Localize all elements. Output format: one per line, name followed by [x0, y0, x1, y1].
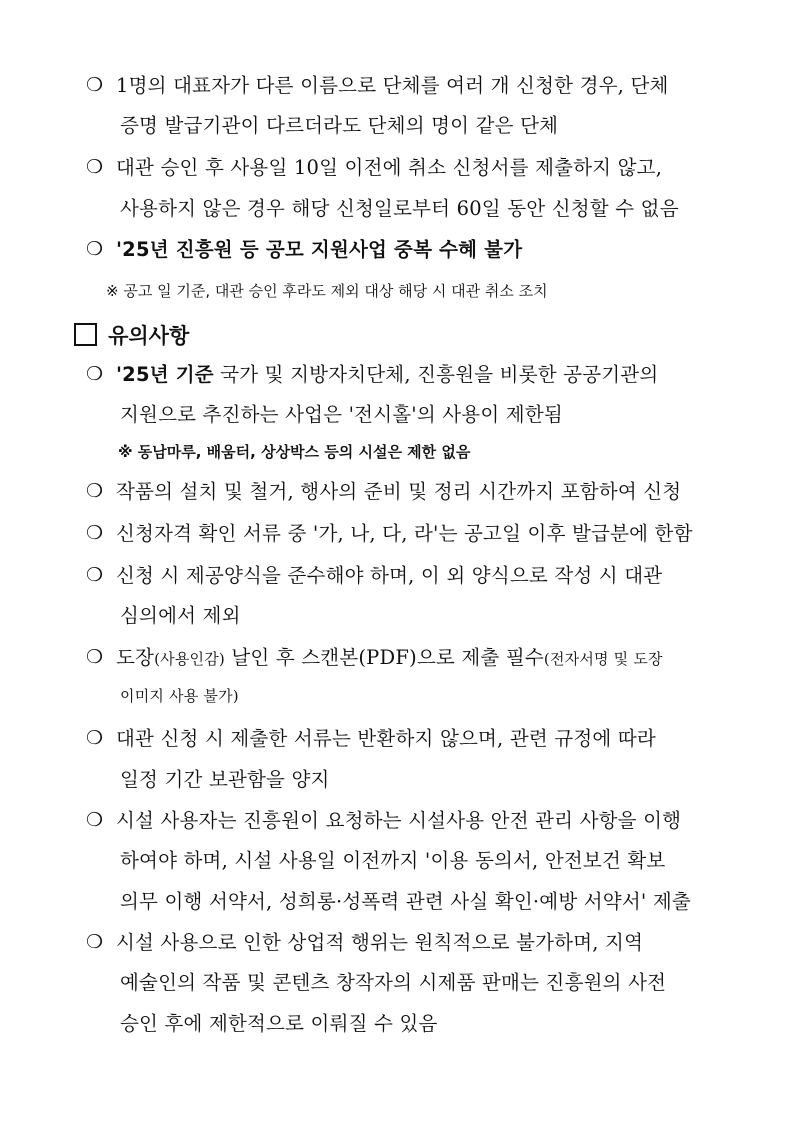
item-text-part: 날인 후 스캔본(PDF)으로 제출 필수: [224, 646, 544, 669]
item-text-line: 심의에서 제외: [120, 604, 241, 627]
circle-bullet-icon: ❍: [86, 363, 104, 385]
item-text-line: 일정 기간 보관함을 양지: [120, 768, 330, 791]
item-text-small: (전자서명 및 도장: [543, 650, 663, 668]
circle-bullet-icon: ❍: [86, 156, 104, 178]
item-text-line: 대관 승인 후 사용일 10일 이전에 취소 신청서를 제출하지 않고,: [116, 156, 663, 179]
checkbox-square-icon: [74, 323, 97, 346]
item-text-line: [116, 648, 663, 668]
circle-bullet-icon: ❍: [86, 74, 104, 96]
item-text-line: 신청 시 제공양식을 준수해야 하며, 이 외 양식으로 작성 시 대관: [116, 564, 663, 587]
item-text-line: 사용하지 않은 경우 해당 신청일로부터 60일 동안 신청할 수 없음: [120, 197, 679, 220]
item-text-line: 작품의 설치 및 철거, 행사의 준비 및 정리 시간까지 포함하여 신청: [116, 480, 682, 503]
circle-bullet-icon: ❍: [86, 931, 104, 953]
item-text-line: 1명의 대표자가 다른 이름으로 단체를 여러 개 신청한 경우, 단체: [116, 74, 669, 97]
circle-bullet-icon: ❍: [86, 809, 104, 831]
item-text-part: 도장: [116, 646, 155, 669]
item-text-line: 승인 후에 제한적으로 이뤄질 수 있음: [120, 1012, 438, 1035]
item-text-rest: 국가 및 지방자치단체, 진흥원을 비롯한 공공기관의: [213, 363, 659, 386]
item-text-line: 하여야 하며, 시설 사용일 이전까지 '이용 동의서, 안전보건 확보: [120, 849, 666, 872]
item-text-line: 의무 이행 서약서, 성희롱·성폭력 관련 사실 확인·예방 서약서' 제출: [120, 890, 691, 913]
item-text-line: 대관 신청 시 제출한 서류는 반환하지 않으며, 관련 규정에 따라: [116, 727, 656, 750]
item-text-line: [116, 365, 658, 385]
item-text-line-small: 이미지 사용 불가): [120, 687, 239, 705]
item-text-line-bold: '25년 진흥원 등 공모 지원사업 중복 수혜 불가: [116, 238, 523, 261]
item-text-line: 시설 사용으로 인한 상업적 행위는 원칙적으로 불가하며, 지역: [116, 931, 644, 954]
circle-bullet-icon: ❍: [86, 727, 104, 749]
reference-note: ※ 공고 일 기준, 대관 승인 후라도 제외 대상 해당 시 대관 취소 조치: [106, 282, 548, 300]
circle-bullet-icon: ❍: [86, 646, 104, 668]
item-text-line: 지원으로 추진하는 사업은 '전시홀'의 사용이 제한됨: [120, 403, 563, 426]
item-text-line: 신청자격 확인 서류 중 '가, 나, 다, 라'는 공고일 이후 발급분에 한함: [116, 522, 693, 545]
section-title: 유의사항: [108, 324, 190, 348]
section-heading: [74, 320, 189, 350]
reference-note: ※ 동남마루, 배움터, 상상박스 등의 시설은 제한 없음: [118, 443, 471, 461]
circle-bullet-icon: ❍: [86, 522, 104, 544]
item-bold-lead: '25년 기준: [116, 363, 214, 386]
item-text-line: 시설 사용자는 진흥원이 요청하는 시설사용 안전 관리 사항을 이행: [116, 809, 682, 832]
circle-bullet-icon: ❍: [86, 564, 104, 586]
circle-bullet-icon: ❍: [86, 480, 104, 502]
circle-bullet-icon: ❍: [86, 238, 104, 260]
item-text-small: (사용인감): [154, 650, 225, 668]
item-text-line: 예술인의 작품 및 콘텐츠 창작자의 시제품 판매는 진흥원의 사전: [120, 971, 667, 994]
item-text-line: 증명 발급기관이 다르더라도 단체의 명이 같은 단체: [120, 114, 559, 137]
